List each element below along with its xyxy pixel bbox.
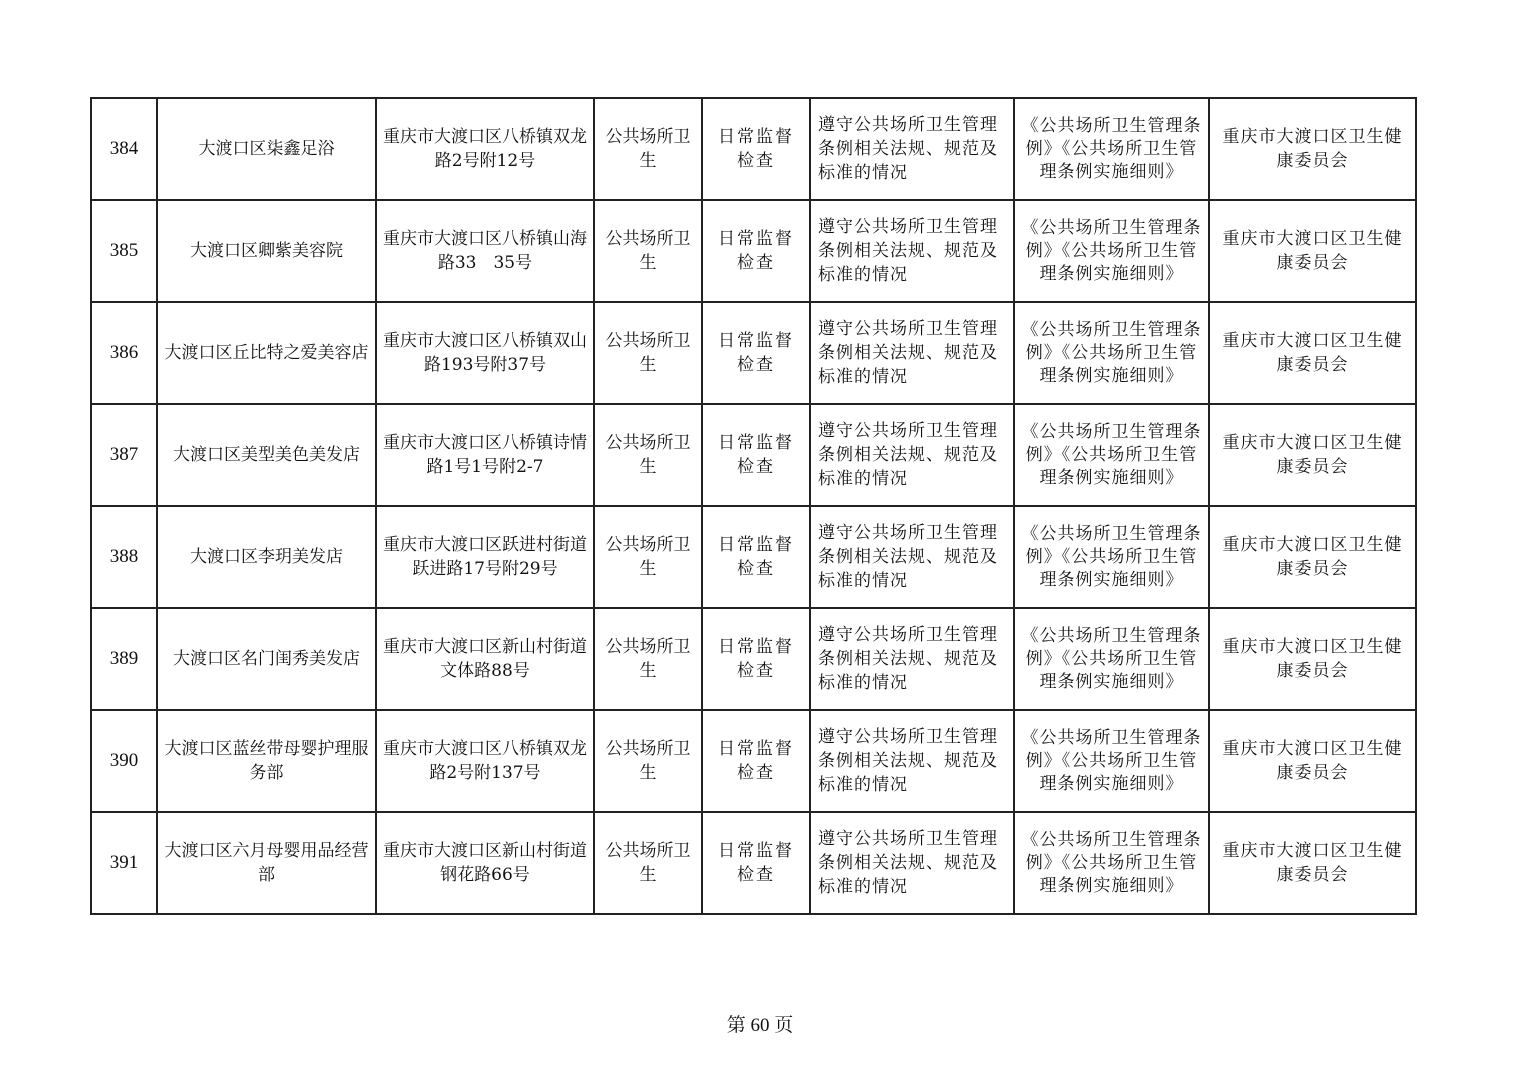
inspection-table [90, 97, 1417, 915]
cell-seq: 388 [91, 506, 157, 608]
cell-category: 公共场所卫生 [594, 98, 702, 200]
cell-category: 公共场所卫生 [594, 302, 702, 404]
cell-seq: 386 [91, 302, 157, 404]
cell-seq: 387 [91, 404, 157, 506]
cell-entity-name: 大渡口区李玥美发店 [157, 506, 376, 608]
cell-entity-name: 大渡口区卿紫美容院 [157, 200, 376, 302]
cell-authority: 重庆市大渡口区卫生健康委员会 [1209, 710, 1416, 812]
cell-entity-name: 大渡口区六月母婴用品经营部 [157, 812, 376, 914]
cell-category: 公共场所卫生 [594, 812, 702, 914]
cell-authority: 重庆市大渡口区卫生健康委员会 [1209, 98, 1416, 200]
cell-check-type: 日常监督检查 [702, 506, 810, 608]
cell-authority: 重庆市大渡口区卫生健康委员会 [1209, 506, 1416, 608]
cell-address: 重庆市大渡口区八桥镇山海路33 35号 [376, 200, 594, 302]
cell-category: 公共场所卫生 [594, 608, 702, 710]
table-row [91, 404, 1416, 506]
cell-check-content: 遵守公共场所卫生管理条例相关法规、规范及标准的情况 [810, 404, 1014, 506]
cell-seq: 385 [91, 200, 157, 302]
cell-seq: 390 [91, 710, 157, 812]
cell-entity-name: 大渡口区柒鑫足浴 [157, 98, 376, 200]
cell-check-content: 遵守公共场所卫生管理条例相关法规、规范及标准的情况 [810, 98, 1014, 200]
cell-category: 公共场所卫生 [594, 710, 702, 812]
cell-seq: 391 [91, 812, 157, 914]
cell-check-content: 遵守公共场所卫生管理条例相关法规、规范及标准的情况 [810, 302, 1014, 404]
cell-address: 重庆市大渡口区新山村街道文体路88号 [376, 608, 594, 710]
table-row [91, 506, 1416, 608]
table-row [91, 608, 1416, 710]
cell-check-content: 遵守公共场所卫生管理条例相关法规、规范及标准的情况 [810, 200, 1014, 302]
cell-legal-basis: 《公共场所卫生管理条例》《公共场所卫生管理条例实施细则》 [1014, 812, 1209, 914]
table-row [91, 200, 1416, 302]
cell-authority: 重庆市大渡口区卫生健康委员会 [1209, 200, 1416, 302]
cell-seq: 384 [91, 98, 157, 200]
cell-authority: 重庆市大渡口区卫生健康委员会 [1209, 812, 1416, 914]
cell-address: 重庆市大渡口区八桥镇双龙路2号附12号 [376, 98, 594, 200]
cell-check-content: 遵守公共场所卫生管理条例相关法规、规范及标准的情况 [810, 812, 1014, 914]
cell-legal-basis: 《公共场所卫生管理条例》《公共场所卫生管理条例实施细则》 [1014, 404, 1209, 506]
cell-entity-name: 大渡口区美型美色美发店 [157, 404, 376, 506]
cell-category: 公共场所卫生 [594, 506, 702, 608]
cell-seq: 389 [91, 608, 157, 710]
cell-check-type: 日常监督检查 [702, 812, 810, 914]
cell-check-type: 日常监督检查 [702, 200, 810, 302]
cell-legal-basis: 《公共场所卫生管理条例》《公共场所卫生管理条例实施细则》 [1014, 608, 1209, 710]
cell-address: 重庆市大渡口区八桥镇诗情路1号1号附2-7 [376, 404, 594, 506]
table-row [91, 710, 1416, 812]
cell-category: 公共场所卫生 [594, 200, 702, 302]
cell-address: 重庆市大渡口区八桥镇双山路193号附37号 [376, 302, 594, 404]
cell-check-type: 日常监督检查 [702, 608, 810, 710]
cell-address: 重庆市大渡口区跃进村街道跃进路17号附29号 [376, 506, 594, 608]
page-number: 第 60 页 [726, 1015, 794, 1036]
cell-entity-name: 大渡口区名门闺秀美发店 [157, 608, 376, 710]
table-row [91, 812, 1416, 914]
cell-address: 重庆市大渡口区新山村街道钢花路66号 [376, 812, 594, 914]
cell-check-type: 日常监督检查 [702, 98, 810, 200]
cell-legal-basis: 《公共场所卫生管理条例》《公共场所卫生管理条例实施细则》 [1014, 710, 1209, 812]
cell-legal-basis: 《公共场所卫生管理条例》《公共场所卫生管理条例实施细则》 [1014, 200, 1209, 302]
table-row [91, 98, 1416, 200]
cell-authority: 重庆市大渡口区卫生健康委员会 [1209, 608, 1416, 710]
cell-authority: 重庆市大渡口区卫生健康委员会 [1209, 404, 1416, 506]
cell-check-content: 遵守公共场所卫生管理条例相关法规、规范及标准的情况 [810, 710, 1014, 812]
cell-category: 公共场所卫生 [594, 404, 702, 506]
cell-legal-basis: 《公共场所卫生管理条例》《公共场所卫生管理条例实施细则》 [1014, 506, 1209, 608]
cell-entity-name: 大渡口区蓝丝带母婴护理服务部 [157, 710, 376, 812]
cell-legal-basis: 《公共场所卫生管理条例》《公共场所卫生管理条例实施细则》 [1014, 302, 1209, 404]
cell-check-content: 遵守公共场所卫生管理条例相关法规、规范及标准的情况 [810, 506, 1014, 608]
table-row [91, 302, 1416, 404]
cell-check-type: 日常监督检查 [702, 302, 810, 404]
cell-check-type: 日常监督检查 [702, 710, 810, 812]
cell-check-content: 遵守公共场所卫生管理条例相关法规、规范及标准的情况 [810, 608, 1014, 710]
table-body [91, 98, 1416, 914]
cell-entity-name: 大渡口区丘比特之爱美容店 [157, 302, 376, 404]
cell-address: 重庆市大渡口区八桥镇双龙路2号附137号 [376, 710, 594, 812]
cell-authority: 重庆市大渡口区卫生健康委员会 [1209, 302, 1416, 404]
cell-check-type: 日常监督检查 [702, 404, 810, 506]
cell-legal-basis: 《公共场所卫生管理条例》《公共场所卫生管理条例实施细则》 [1014, 98, 1209, 200]
